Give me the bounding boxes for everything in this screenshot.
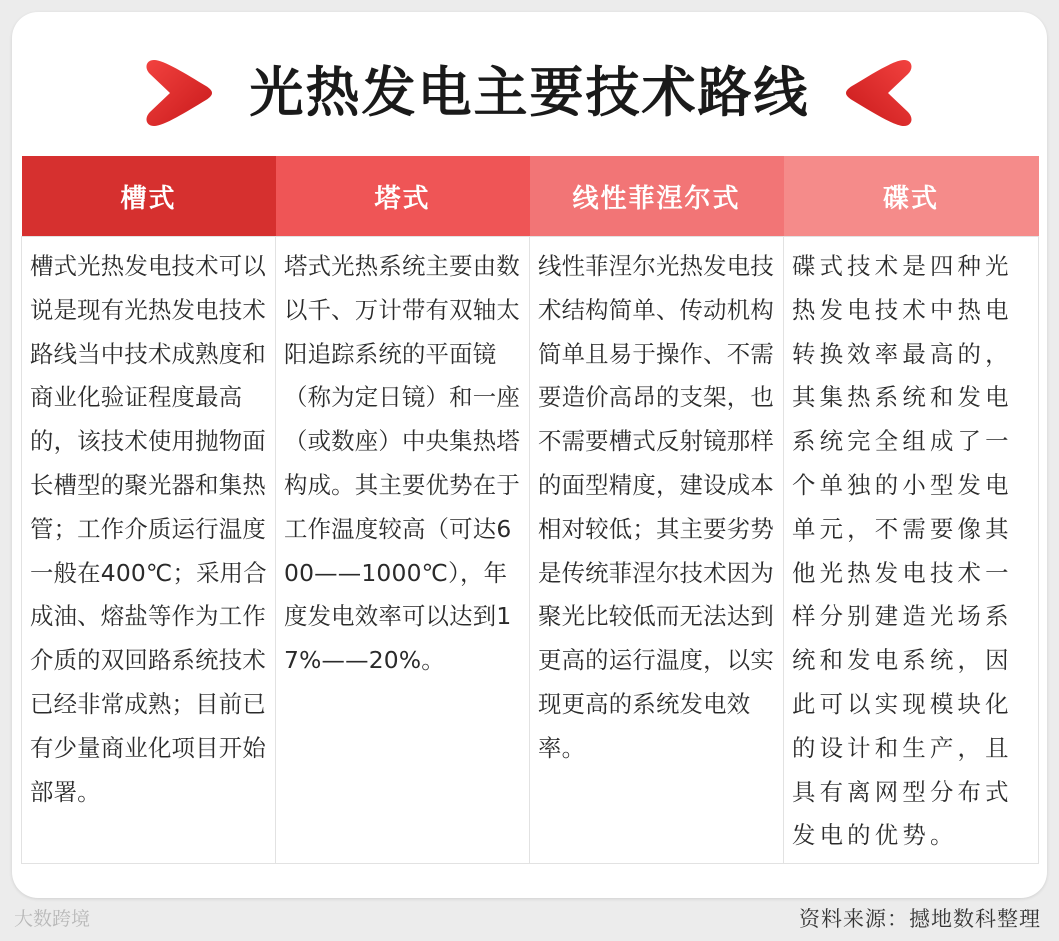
title-row [0, 48, 1059, 138]
watermark-logo: 大数跨境 [14, 908, 91, 930]
page-title: 光热发电主要技术路线 [249, 61, 810, 124]
source-note: 资料来源：撼地数科整理 [799, 907, 1041, 931]
table-body-row [22, 237, 1039, 864]
technology-routes-table [21, 156, 1039, 864]
header-linear-fresnel: 线性菲涅尔式 [530, 156, 784, 237]
header-trough: 槽式 [22, 156, 276, 237]
chevron-left-icon [838, 54, 918, 132]
cell-dish-description: 碟式技术是四种光热发电技术中热电转换效率最高的，其集热系统和发电系统完全组成了一个单独的小型发电单元，不需要像其他光热发电技术一样分别建造光场系统和发电系统，因此可以实现模块化的设计和生产，且具有离网型分布式发电的优势。 [784, 237, 1039, 864]
header-dish: 碟式 [784, 156, 1039, 237]
cell-linear-fresnel-description: 线性菲涅尔光热发电技术结构简单、传动机构简单且易于操作、不需要造价高昂的支架，也不需要槽式反射镜那样的面型精度，建设成本相对较低；其主要劣势是传统菲涅尔技术因为聚光比较低而无法达到更高的运行温度，以实现更高的系统发电效率。 [530, 237, 784, 864]
cell-tower-description: 塔式光热系统主要由数以千、万计带有双轴太阳追踪系统的平面镜（称为定日镜）和一座（或数座）中央集热塔构成。其主要优势在于工作温度较高（可达600——1000℃），年度发电效率可以达到17%——20%。 [276, 237, 530, 864]
cell-trough-description: 槽式光热发电技术可以说是现有光热发电技术路线当中技术成熟度和商业化验证程度最高的，该技术使用抛物面长槽型的聚光器和集热管；工作介质运行温度一般在400℃；采用合成油、熔盐等作为工作介质的双回路系统技术已经非常成熟；目前已有少量商业化项目开始部署。 [22, 237, 276, 864]
header-tower: 塔式 [276, 156, 530, 237]
table-header-row [22, 156, 1039, 237]
